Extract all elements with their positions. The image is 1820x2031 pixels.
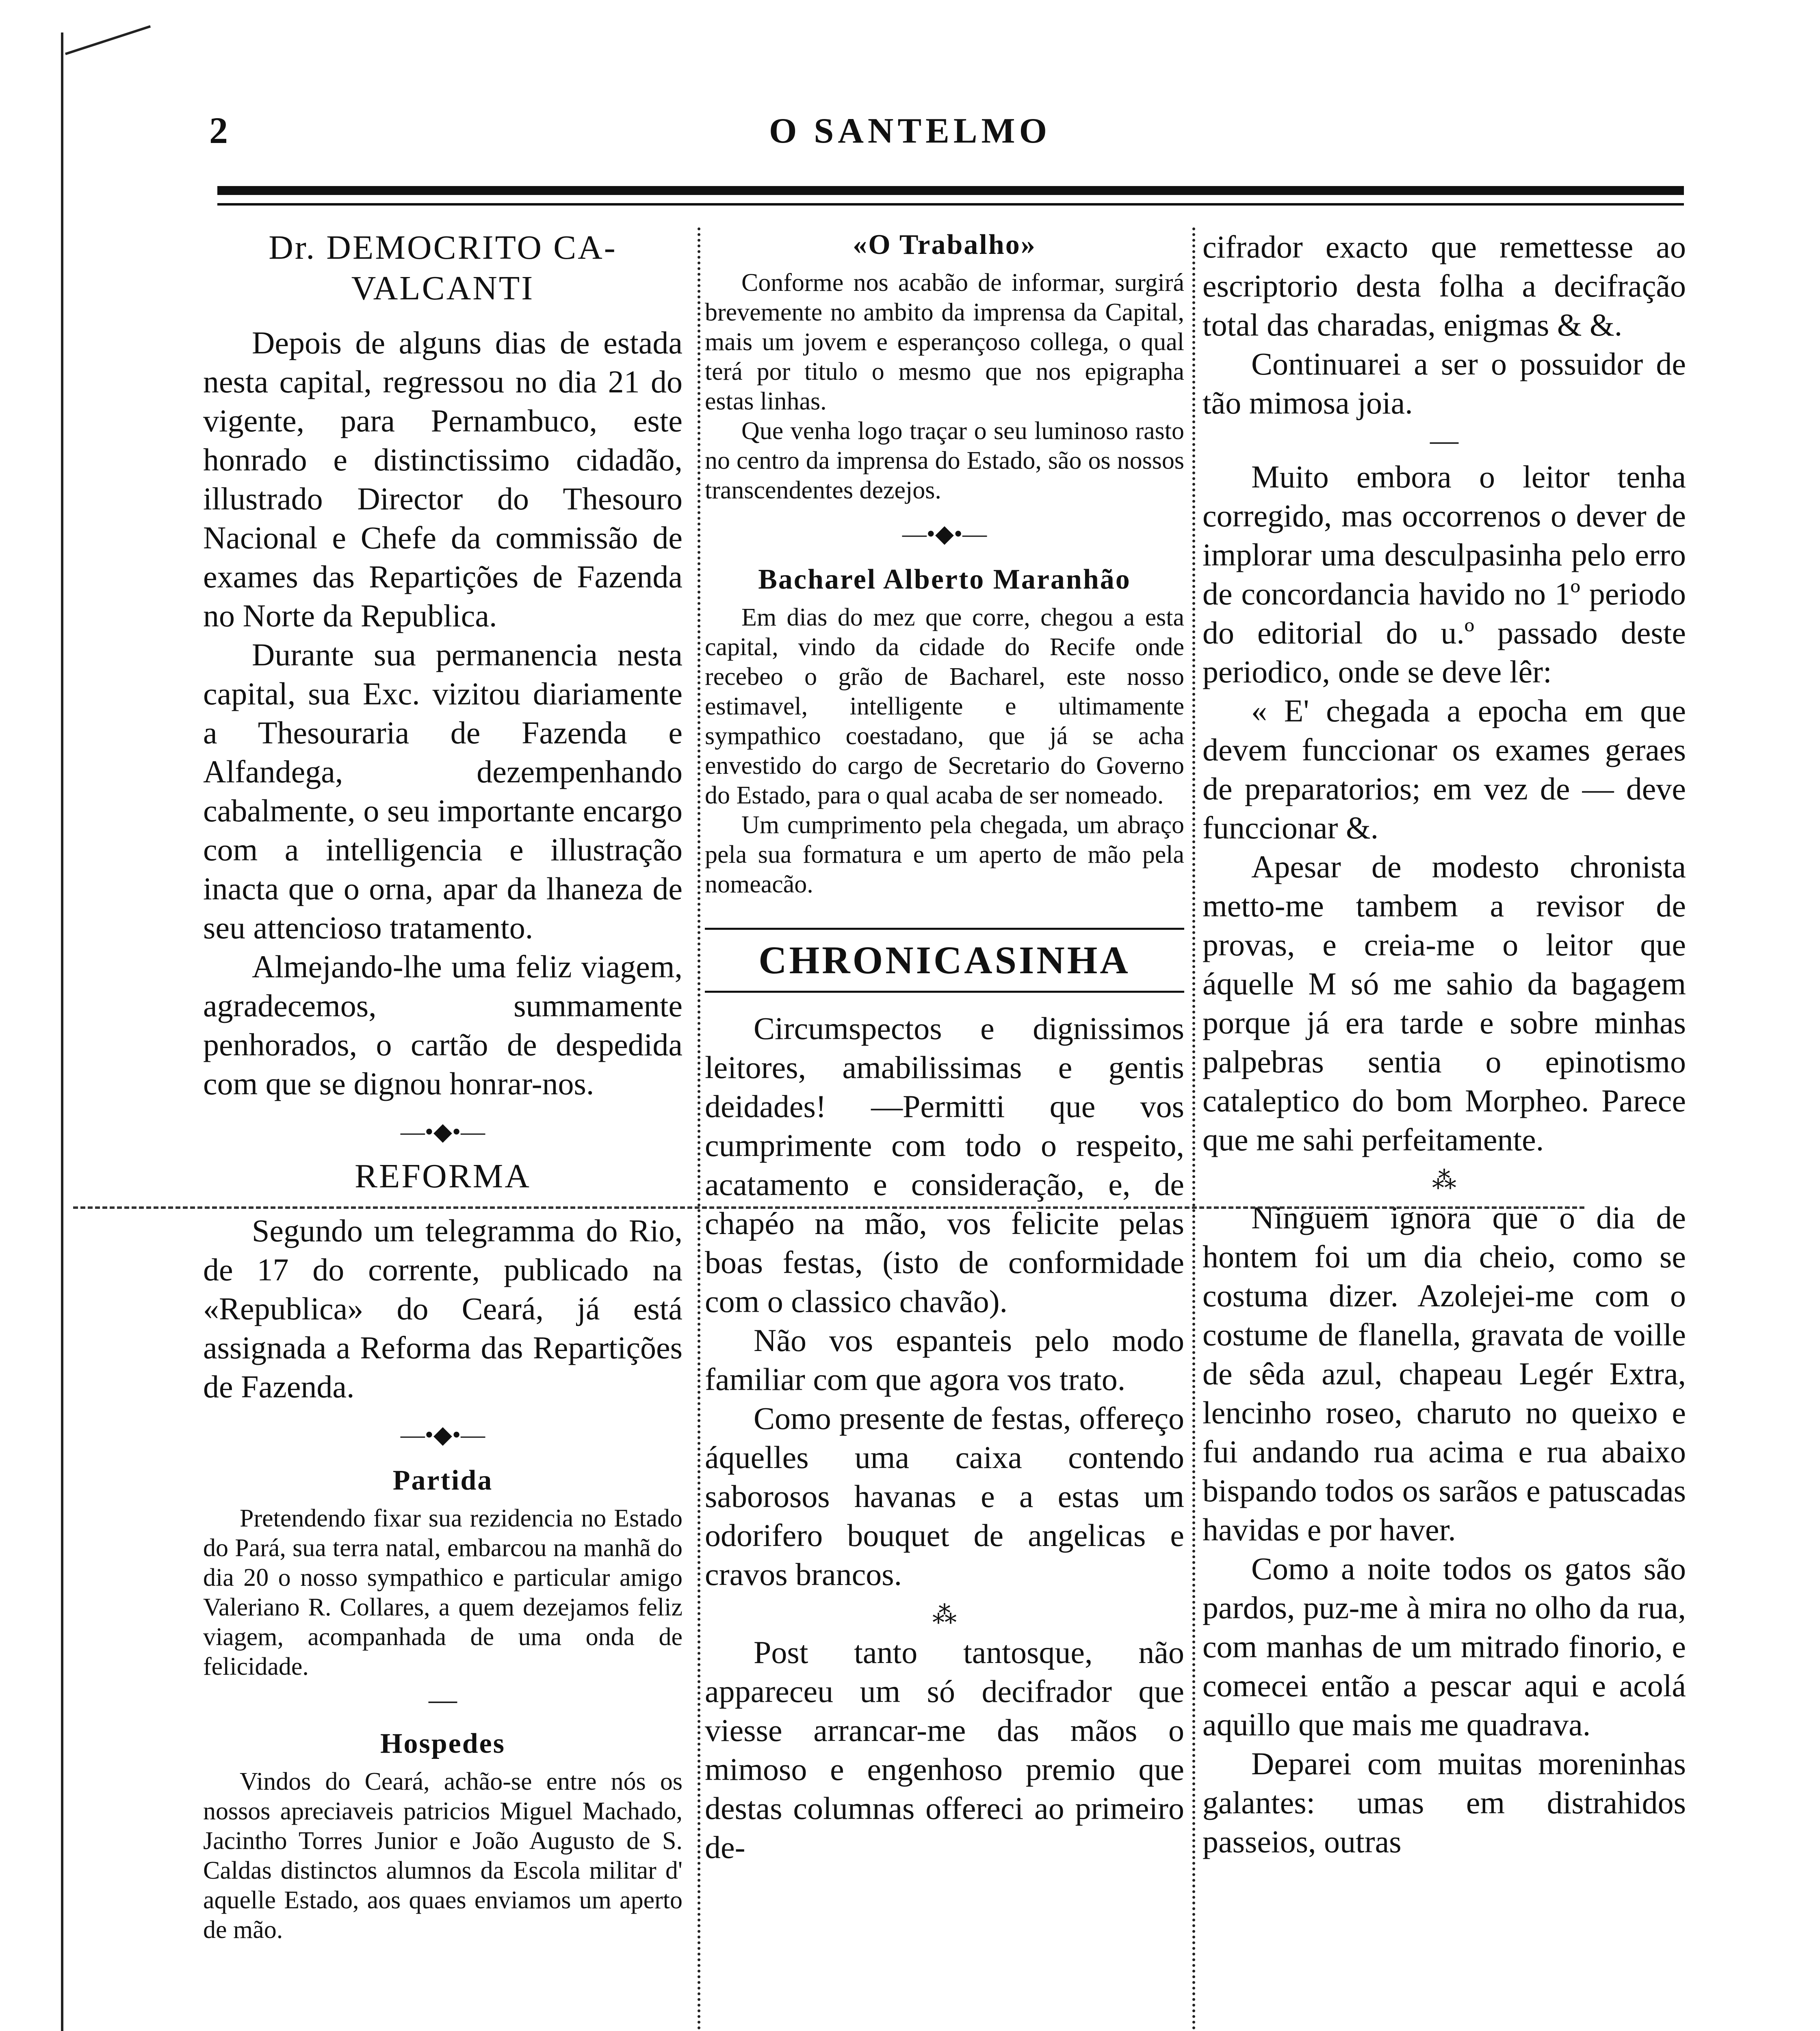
paragraph: Circumspectos e dignissimos leitores, amabilissimas e gentis deidades! —Permitti que vos cumprimente com todo o respeito, acatamento e consideração, e, de chapéo na mão, vos felicite pelas boas festas, (isto de conformidade com o classico chavão). xyxy=(705,1011,1184,1319)
section-title-chronicasinha: CHRONICASINHA xyxy=(758,938,1131,982)
paragraph: Segundo um telegramma do Rio, de 17 do corrente, publicado na «Republica» do Ceará, já está assignada a Reforma das Repartições de Fazenda. xyxy=(203,1213,682,1404)
paragraph: Ninguem ignora que o dia de hontem foi um dia cheio, como se costuma dizer. Azolejei-me com o costume de flanella, gravata de voille de sêda azul, chapeau Legér Extra, lencinho roseo, charuto no queixo e fui andando rua acima e rua abaixo bispando todos os sarãos e patuscadas havidas e por haver. xyxy=(1202,1200,1686,1547)
section-rule-top xyxy=(705,928,1184,930)
ornament-divider: —•◆•— xyxy=(902,520,987,547)
column-separator-2 xyxy=(1192,227,1199,2031)
margin-line xyxy=(61,32,63,2031)
paragraph: Almejando-lhe uma feliz viagem, agradecemos, summamente penhorados, o cartão de despedida com que se dignou honrar-nos. xyxy=(203,949,682,1101)
column-3 xyxy=(1202,227,1686,1861)
paragraph: Apesar de modesto chronista metto-me tambem a revisor de provas, e creia-me o leitor que áquelle M só me sahio da bagagem porque já era tarde e sobre minhas palpebras sentia o epinotismo cataleptico do bom Morpheo. Parece que me sahi perfeitamente. xyxy=(1202,849,1686,1157)
column-1 xyxy=(203,227,682,1945)
section-rule-bottom xyxy=(705,991,1184,993)
paragraph: Post tanto tantosque, não appareceu um só decifrador que viesse arrancar-me das mãos o mimoso e engenhoso premio que destas columnas offereci ao primeiro de- xyxy=(705,1635,1184,1865)
paragraph: Um cumprimento pela chegada, um abraço pela sua formatura e um aperto de mão pela nomeacão. xyxy=(705,811,1184,898)
paragraph: Não vos espanteis pelo modo familiar com que agora vos trato. xyxy=(705,1323,1184,1397)
paragraph: Que venha logo traçar o seu luminoso rasto no centro da imprensa do Estado, são os nossos transcendentes dezejos. xyxy=(705,417,1184,504)
ornament-divider: —•◆•— xyxy=(400,1421,485,1448)
paragraph: Em dias do mez que corre, chegou a esta capital, vindo da cidade do Recife onde recebeo o grão de Bacharel, este nosso estimavel, intelligente e ultimamente sympathico coestadano, que já se acha envestido do cargo de Secretario do Governo do Estado, para o qual acaba de ser nomeado. xyxy=(705,604,1184,809)
paragraph: Durante sua permanencia nesta capital, sua Exc. vizitou diariamente a Thesouraria de Fazenda e Alfandega, dezempenhando cabalmente, o seu importante encargo com a intelligencia e illustração inacta que o orna, apar da lhaneza de seu attencioso tratamento. xyxy=(203,637,682,945)
paragraph: « E' chegada a epocha em que devem funccionar os exames geraes de preparatorios; em vez de — deve funccionar &. xyxy=(1202,693,1686,845)
article-title-partida: Partida xyxy=(392,1465,493,1496)
paragraph: Conforme nos acabão de informar, surgirá brevemente no ambito da imprensa da Capital, mais um jovem e esperançoso collega, o qual terá por titulo o mesmo que nos epigrapha estas linhas. xyxy=(705,269,1184,415)
article-title-hospedes: Hospedes xyxy=(380,1728,505,1759)
article-title-democrito: Dr. DEMOCRITO CA-VALCANTI xyxy=(269,229,617,307)
article-title-trabalho: «O Trabalho» xyxy=(853,229,1036,260)
asterism: ⁂ xyxy=(932,1602,957,1628)
paragraph: Depois de alguns dias de estada nesta capital, regressou no dia 21 do vigente, para Pernambuco, este honrado e distinctissimo cidadão, illustrado Director do Thesouro Nacional e Chefe da commissão de exames das Repartições de Fazenda no Norte da Republica. xyxy=(203,325,682,633)
header-rule-thick xyxy=(217,186,1684,195)
page-number: 2 xyxy=(209,110,228,151)
tear-line xyxy=(73,1206,1584,1209)
paragraph: Como presente de festas, offereço áquelles uma caixa contendo saborosos havanas e a estas um odorifero bouquet de angelicas e cravos brancos. xyxy=(705,1401,1184,1592)
header-rule-thin xyxy=(217,203,1684,206)
short-rule: — xyxy=(1430,425,1458,456)
ornament-divider: —•◆•— xyxy=(400,1118,485,1145)
asterism: ⁂ xyxy=(1432,1167,1456,1194)
paragraph: Vindos do Ceará, achão-se entre nós os nossos apreciaveis patricios Miguel Machado, Jacintho Torres Junior e João Augusto de S. Caldas distinctos alumnos da Escola militar d' aquelle Estado, aos quaes enviamos um aperto de mão. xyxy=(203,1768,682,1944)
paragraph: Muito embora o leitor tenha corregido, mas occorrenos o dever de implorar uma desculpasinha pelo erro de concordancia havido no 1º periodo do editorial do u.º passado deste periodico, onde se deve lêr: xyxy=(1202,459,1686,689)
paragraph: Continuarei a ser o possuidor de tão mimosa joia. xyxy=(1202,346,1686,420)
paragraph: Como a noite todos os gatos são pardos, puz-me à mira no olho da rua, com manhas de um mitrado finorio, e comecei então a pescar aqui e acolá aquillo que mais me quadrava. xyxy=(1202,1551,1686,1742)
short-rule: — xyxy=(429,1684,457,1715)
paragraph: Deparei com muitas moreninhas galantes: umas em distrahidos passeios, outras xyxy=(1202,1746,1686,1859)
article-title-reforma: REFORMA xyxy=(354,1157,531,1195)
paragraph: Pretendendo fixar sua rezidencia no Estado do Pará, sua terra natal, embarcou na manhã do dia 20 o nosso sympathico e particular amigo Valeriano R. Collares, a quem dezejamos feliz viagem, acompanhada de uma onda de felicidade. xyxy=(203,1505,682,1680)
column-2 xyxy=(705,227,1184,1867)
column-separator-1 xyxy=(698,227,704,2031)
masthead: O SANTELMO xyxy=(769,111,1051,151)
paragraph: cifrador exacto que remettesse ao escriptorio desta folha a decifração total das charadas, enigmas & &. xyxy=(1202,229,1686,342)
article-title-bacharel: Bacharel Alberto Maranhão xyxy=(758,564,1131,595)
